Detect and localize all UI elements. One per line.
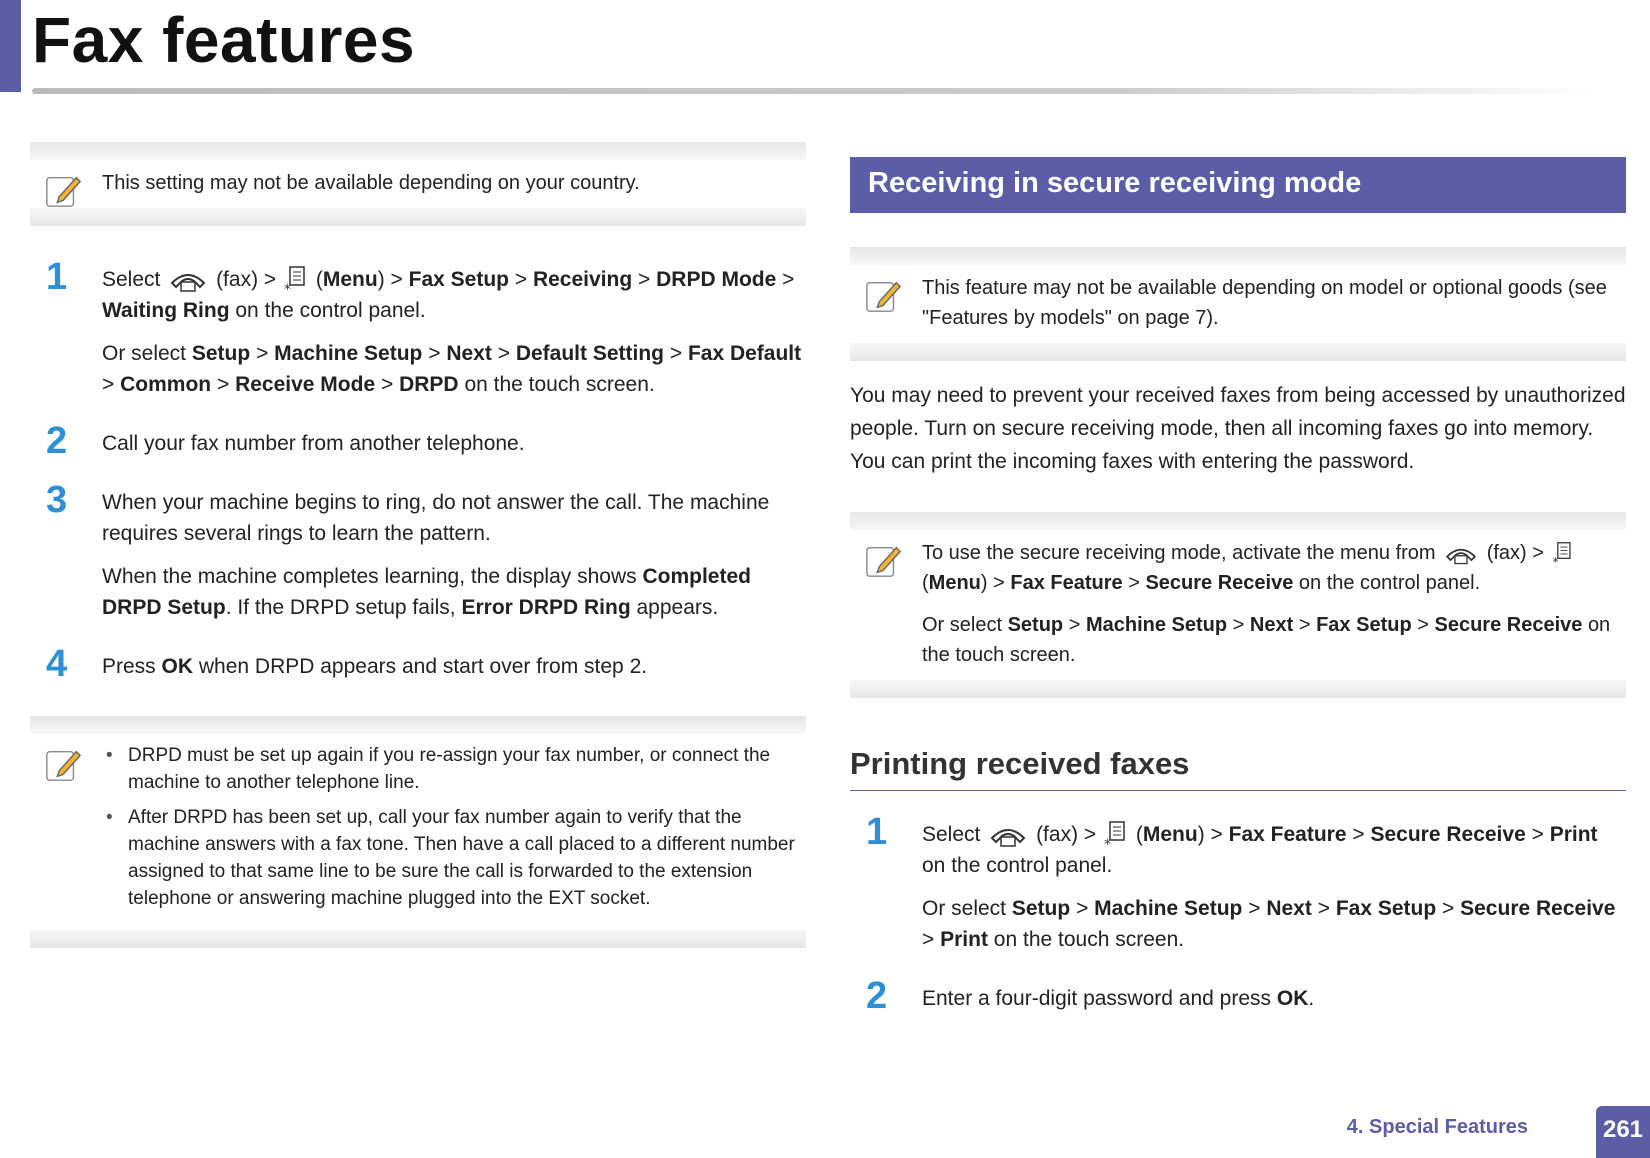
fax-icon bbox=[1443, 541, 1479, 567]
left-column bbox=[30, 142, 806, 948]
print-step-2: 2 Enter a four-digit password and press OK. bbox=[866, 975, 1315, 1018]
print-step-1: 1 Select (fax) > * (Menu) > Fax Feature > Secure Receive > Print on the control panel. Or select Setup > Machine Setup > Next > Fax Setup > Secure Receive > Print on the touch screen. bbox=[866, 811, 1616, 952]
note-pencil-icon bbox=[864, 542, 902, 580]
section-banner: Receiving in secure receiving mode bbox=[850, 157, 1626, 213]
step-4: 4 Press OK when DRPD appears and start over from step 2. bbox=[46, 643, 648, 686]
menu-icon bbox=[284, 265, 308, 295]
note-bullets bbox=[98, 742, 806, 912]
step-number: 2 bbox=[866, 975, 888, 1018]
fax-icon bbox=[168, 265, 208, 295]
step-1: 1 Select (fax) > * (Menu) > Fax Setup > Receiving > DRPD Mode > Waiting Ring on the control panel. Or select Setup > Machine Setup > Next > Default Setting > Fax Default > Common > Receive Mode > DRPD on the touch screen. bbox=[46, 256, 802, 397]
step-number: 1 bbox=[866, 811, 888, 853]
right-column bbox=[850, 157, 1626, 1018]
footer-section-label: 4. Special Features bbox=[1346, 1116, 1528, 1138]
step-3: 3 When your machine begins to ring, do not answer the call. The machine requires several rings to learn the pattern. When the machine completes learning, the display shows Completed DRPD Setup. If the DRPD setup fails, Error DRPD Ring appears. bbox=[46, 479, 770, 620]
page-number: 261 bbox=[1596, 1106, 1650, 1158]
note-country bbox=[30, 142, 806, 226]
note-text: This feature may not be available depending on model or optional goods (see "Features by models" on page 7). bbox=[922, 277, 1607, 329]
intro-paragraph: You may need to prevent your received faxes from being accessed by unauthorized people. Turn on secure receiving mode, then all incoming faxes go into memory. You can print the incoming faxes with entering the password. bbox=[850, 384, 1626, 473]
svg-text:*: * bbox=[1104, 837, 1112, 851]
step-number: 1 bbox=[46, 256, 68, 298]
bullet-item: • DRPD must be set up again if you re-assign your fax number, or connect the machine to another telephone line. bbox=[98, 742, 806, 796]
step-number: 3 bbox=[46, 479, 68, 522]
title-rule bbox=[32, 88, 1592, 94]
note-pencil-icon bbox=[44, 746, 82, 784]
fax-icon bbox=[988, 820, 1028, 850]
note-pencil-icon bbox=[44, 172, 82, 210]
note-drpd bbox=[30, 716, 806, 948]
menu-icon bbox=[1104, 820, 1128, 850]
bullet-item: • After DRPD has been set up, call your fax number again to verify that the machine answers with a fax tone. Then have a call placed to a different number assigned to that same line to be sure the call is forwarded to the extension telephone or answering machine plugged into the EXT socket. bbox=[98, 804, 806, 912]
note-secure: To use the secure receiving mode, activate the menu from (fax) > * (Menu) > Fax Feature > Secure Receive on the control panel. Or select Setup > Machine Setup > Next > Fax Setup > Secure Receive on the touch screen. bbox=[850, 512, 1626, 698]
svg-text:*: * bbox=[284, 282, 292, 296]
section-heading: Printing received faxes bbox=[850, 746, 1626, 791]
note-model bbox=[850, 247, 1626, 361]
note-pencil-icon bbox=[864, 277, 902, 315]
step-number: 2 bbox=[46, 420, 68, 463]
note-text: This setting may not be available depending on your country. bbox=[102, 172, 640, 194]
step-number: 4 bbox=[46, 643, 68, 686]
title-accent-bar bbox=[0, 0, 21, 92]
step-2: 2 Call your fax number from another telephone. bbox=[46, 420, 525, 463]
svg-text:*: * bbox=[1552, 554, 1559, 567]
menu-icon bbox=[1552, 541, 1574, 567]
page-title: Fax features bbox=[32, 4, 416, 76]
